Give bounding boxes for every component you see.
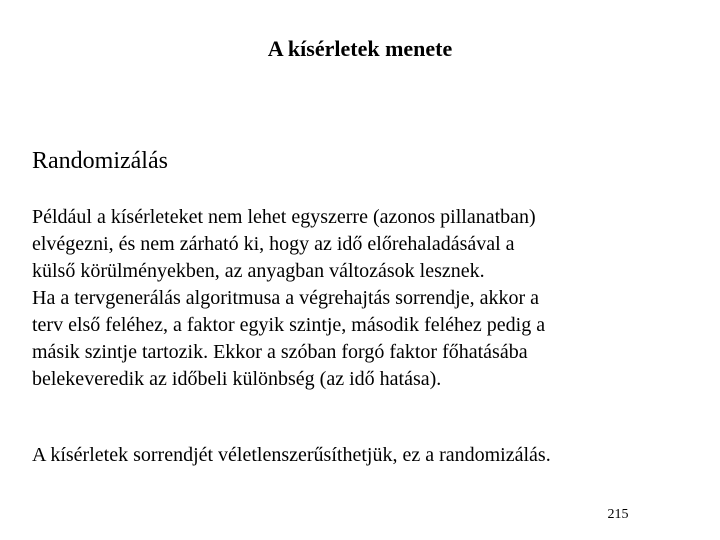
text-line: elvégezni, és nem zárható ki, hogy az idő előrehaladásával a — [32, 233, 515, 255]
body-paragraph-2 — [32, 442, 692, 469]
text-line: másik szintje tartozik. Ekkor a szóban forgó faktor főhatásába — [32, 341, 528, 363]
body-paragraph-1 — [32, 204, 692, 393]
text-line: terv első feléhez, a faktor egyik szintje, második feléhez pedig a — [32, 314, 546, 336]
text-line: Például a kísérleteket nem lehet egyszerre (azonos pillanatban) — [32, 206, 536, 228]
text-line: Ha a tervgenerálás algoritmusa a végrehajtás sorrendje, akkor a — [32, 287, 539, 309]
slide-title: A kísérletek menete — [267, 36, 453, 61]
text-line: A kísérletek sorrendjét véletlenszerűsíthetjük, ez a randomizálás. — [32, 444, 551, 466]
page-number: 215 — [607, 507, 629, 522]
text-line: belekeveredik az időbeli különbség (az idő hatása). — [32, 368, 442, 390]
section-heading: Randomizálás — [32, 148, 168, 174]
text-line: külső körülményekben, az anyagban változások lesznek. — [32, 260, 485, 282]
